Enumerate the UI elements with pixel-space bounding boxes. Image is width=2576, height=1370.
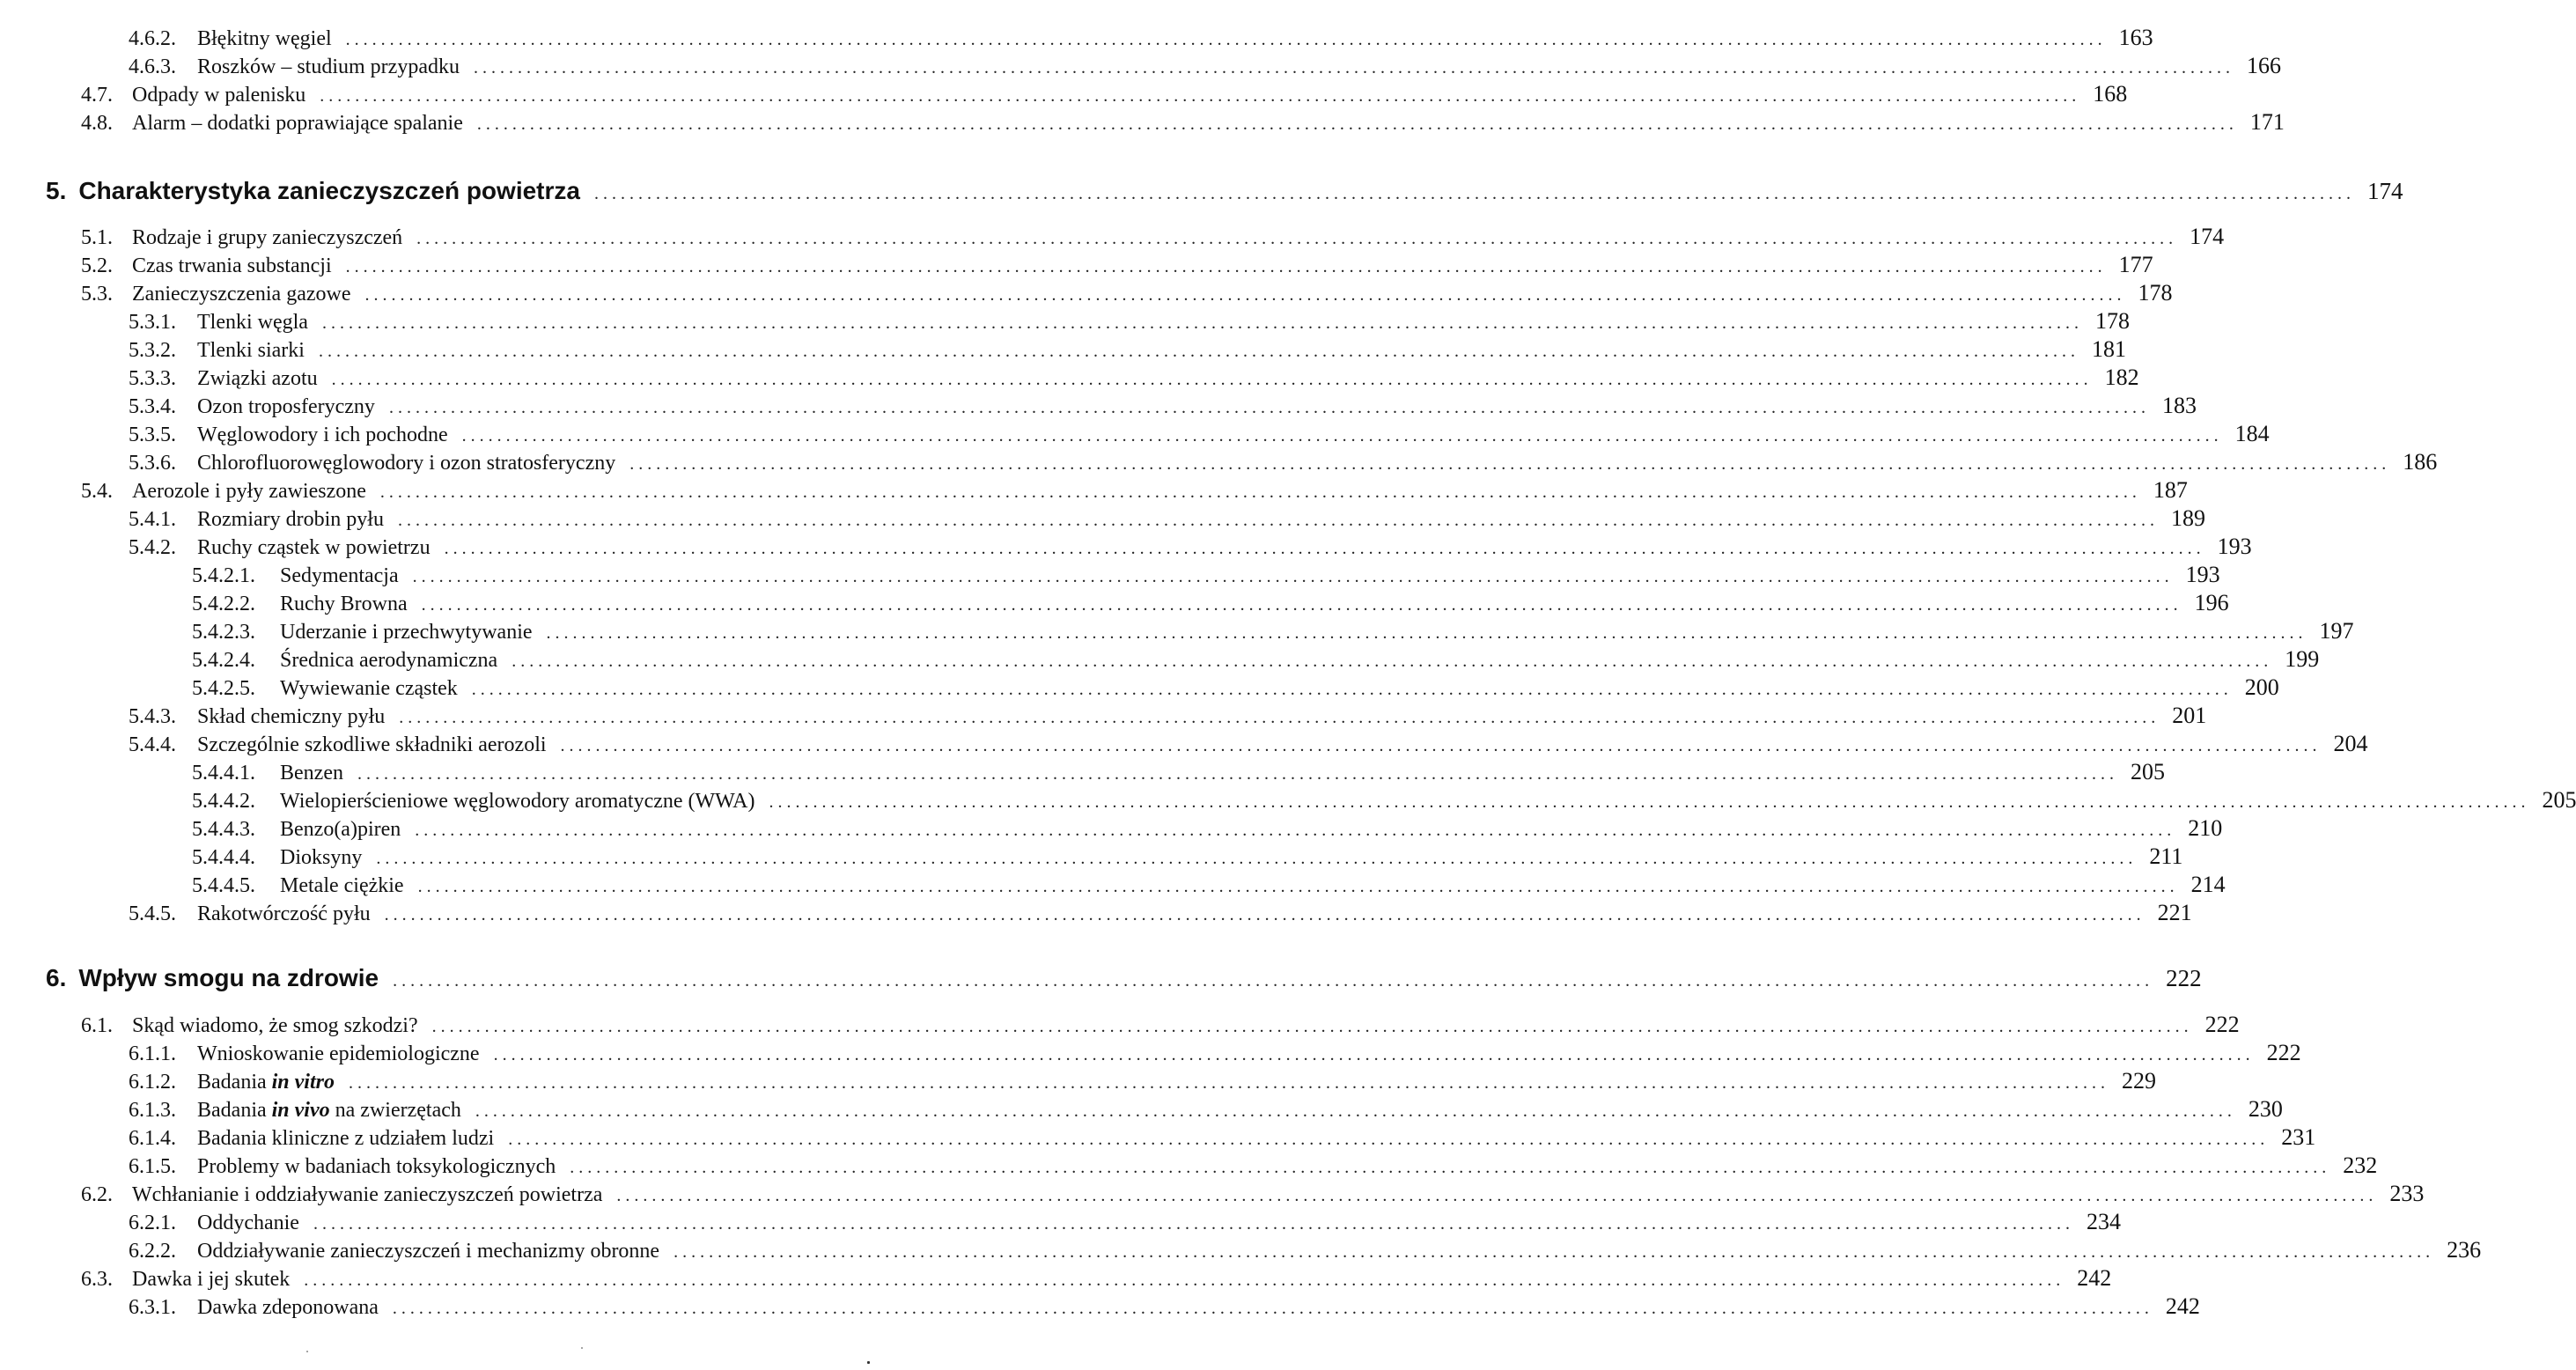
page-number: 197: [2319, 618, 2354, 644]
entry-title: [197, 536, 431, 560]
entry-number: 5.2.: [81, 254, 113, 277]
toc-entry: [0, 562, 2220, 592]
entry-title: [280, 593, 408, 616]
toc-entry: [0, 787, 2576, 817]
entry-number: 6.2.2.: [129, 1240, 176, 1263]
toc-entry: [0, 731, 2368, 761]
entry-title-text: Czas trwania substancji: [132, 254, 332, 277]
entry-title-text: Dawka zdeponowana: [197, 1296, 379, 1319]
entry-number: 6.1.1.: [129, 1042, 176, 1065]
entry-number: 5.3.6.: [129, 452, 176, 475]
chapter-entry: [0, 964, 2202, 994]
entry-title-text: Tlenki siarki: [197, 339, 305, 362]
entry-title-text: Zanieczyszczenia gazowe: [132, 283, 351, 306]
entry-number: 6.2.: [81, 1183, 113, 1206]
entry-title: [132, 283, 351, 306]
entry-title: [78, 964, 379, 992]
page-number: 242: [2165, 1293, 2200, 1319]
dot-leader: ........................................................................................................................................................................................................: [471, 680, 2233, 699]
entry-number: 5.4.4.5.: [192, 874, 255, 897]
entry-title: [197, 452, 615, 475]
entry-title-text: Skład chemiczny pyłu: [197, 705, 386, 728]
dot-leader: ........................................................................................................................................................................................................: [304, 1271, 2065, 1290]
entry-title: [132, 84, 305, 107]
dot-leader: ........................................................................................................................................................................................................: [417, 877, 2179, 896]
entry-title-text: Benzen: [280, 762, 343, 784]
scan-speck: [306, 1351, 308, 1352]
dot-leader: ........................................................................................................................................................................................................: [421, 595, 2182, 615]
page-number: 234: [2086, 1209, 2121, 1234]
page-number: 181: [2091, 336, 2126, 362]
page-number: 184: [2234, 421, 2270, 446]
page-number: 205: [2542, 787, 2576, 813]
page-number: 204: [2333, 731, 2368, 756]
page-number: 230: [2248, 1096, 2283, 1122]
dot-leader: ........................................................................................................................................................................................................: [384, 905, 2145, 924]
dot-leader: ........................................................................................................................................................................................................: [493, 1045, 2255, 1064]
entry-number: 6.3.: [81, 1268, 113, 1291]
dot-leader: ........................................................................................................................................................................................................: [616, 1186, 2378, 1205]
page-number: 199: [2285, 646, 2320, 672]
entry-title-text: Alarm – dodatki poprawiające spalanie: [132, 112, 463, 135]
toc-entry: [0, 280, 2173, 310]
entry-number: 5.4.2.3.: [192, 621, 255, 644]
entry-title-text: Skąd wiadomo, że smog szkodzi?: [132, 1014, 418, 1037]
toc-entry: [0, 900, 2192, 930]
entry-title-text: Problemy w badaniach toksykologicznych: [197, 1155, 556, 1178]
entry-number: 6.1.4.: [129, 1127, 176, 1150]
dot-leader: ........................................................................................................................................................................................................: [393, 971, 2154, 991]
entry-number: 5.4.4.2.: [192, 790, 255, 813]
entry-title-text: Dawka i jej skutek: [132, 1268, 291, 1291]
toc-entry: [0, 109, 2285, 139]
entry-title: [197, 1212, 299, 1235]
page-number: 193: [2185, 562, 2220, 587]
entry-title: [197, 339, 305, 363]
toc-entry: [0, 815, 2223, 845]
entry-title: [197, 424, 448, 447]
page-number: 174: [2190, 224, 2225, 249]
entry-title: [132, 1268, 290, 1292]
page-number: 196: [2194, 590, 2229, 615]
page-number: 186: [2403, 449, 2438, 475]
dot-leader: ........................................................................................................................................................................................................: [313, 1214, 2074, 1234]
entry-title-text: Badania: [197, 1099, 272, 1122]
entry-title-text: Ruchy Browna: [280, 593, 408, 615]
entry-title: [197, 705, 385, 729]
scan-speck: [867, 1361, 870, 1364]
dot-leader: ........................................................................................................................................................................................................: [318, 342, 2079, 361]
page-number: 182: [2104, 365, 2139, 390]
dot-leader: ........................................................................................................................................................................................................: [508, 1130, 2270, 1149]
page-number: 233: [2389, 1181, 2425, 1206]
toc-entry: [0, 1293, 2200, 1323]
entry-title-text: Ozon troposferyczny: [197, 395, 375, 418]
toc-entry: [0, 646, 2320, 676]
entry-title: [197, 1240, 659, 1263]
entry-title: [280, 649, 497, 673]
page-number: 232: [2343, 1153, 2378, 1178]
dot-leader: ........................................................................................................................................................................................................: [512, 652, 2273, 671]
page-number: 229: [2121, 1068, 2156, 1094]
entry-title: [132, 112, 463, 136]
toc-entry: [0, 449, 2438, 479]
dot-leader: ........................................................................................................................................................................................................: [397, 511, 2159, 530]
toc-entry: [0, 1012, 2240, 1042]
entry-number: 5.3.2.: [129, 339, 176, 362]
toc-entry: [0, 1181, 2425, 1211]
dot-leader: ........................................................................................................................................................................................................: [412, 567, 2174, 586]
entry-title: [280, 846, 362, 870]
dot-leader: ........................................................................................................................................................................................................: [320, 86, 2081, 106]
entry-title: [197, 55, 460, 79]
entry-title-text: Badania kliniczne z udziałem ludzi: [197, 1127, 495, 1150]
entry-number: 5.3.1.: [129, 311, 176, 334]
dot-leader: ........................................................................................................................................................................................................: [376, 849, 2138, 868]
entry-title: [132, 1014, 418, 1038]
dot-leader: ........................................................................................................................................................................................................: [629, 454, 2391, 474]
dot-leader: ........................................................................................................................................................................................................: [379, 482, 2141, 502]
toc-entry: [0, 252, 2153, 282]
page-number: 201: [2172, 703, 2207, 728]
dot-leader: ........................................................................................................................................................................................................: [331, 370, 2093, 389]
dot-leader: ........................................................................................................................................................................................................: [416, 229, 2178, 248]
entry-title: [280, 762, 343, 785]
page-number: 171: [2249, 109, 2285, 135]
chapter-entry: [0, 177, 2403, 207]
toc-entry: [0, 393, 2197, 423]
page-number: 177: [2118, 252, 2153, 277]
entry-title: [197, 902, 371, 926]
entry-number: 6.: [46, 964, 67, 991]
entry-number: 4.8.: [81, 112, 113, 135]
dot-leader: ........................................................................................................................................................................................................: [769, 792, 2530, 812]
entry-title-text: Oddychanie: [197, 1212, 299, 1234]
dot-leader: ........................................................................................................................................................................................................: [415, 821, 2176, 840]
page-number: 166: [2246, 53, 2281, 78]
entry-number: 5.4.4.3.: [192, 818, 255, 841]
entry-title-text: Związki azotu: [197, 367, 318, 390]
toc-entry: [0, 308, 2130, 338]
page-number: 178: [2138, 280, 2173, 306]
entry-title: [132, 254, 332, 278]
entry-title: [197, 1071, 335, 1094]
dot-leader: ........................................................................................................................................................................................................: [475, 1101, 2236, 1121]
entry-number: 5.4.2.5.: [192, 677, 255, 700]
page-number: 222: [2166, 965, 2202, 991]
entry-title: [280, 564, 399, 588]
toc-entry: [0, 224, 2225, 254]
entry-title-text: Rakotwórczość pyłu: [197, 902, 371, 925]
entry-title: [280, 790, 754, 814]
entry-title-text: Odpady w palenisku: [132, 84, 306, 107]
entry-title-text: Oddziaływanie zanieczyszczeń i mechanizmy obronne: [197, 1240, 660, 1263]
entry-number: 5.4.4.1.: [192, 762, 255, 784]
dot-leader: ........................................................................................................................................................................................................: [399, 708, 2160, 727]
entry-number: 5.3.3.: [129, 367, 176, 390]
page-number: 200: [2244, 674, 2279, 700]
entry-title-text: Węglowodory i ich pochodne: [197, 424, 448, 446]
toc-entry: [0, 1068, 2156, 1098]
entry-title: [78, 177, 580, 205]
toc-entry: [0, 759, 2165, 789]
page-number: 222: [2266, 1040, 2301, 1065]
dot-leader: ........................................................................................................................................................................................................: [444, 539, 2205, 558]
entry-number: 6.1.: [81, 1014, 113, 1037]
entry-title-text: Roszków – studium przypadku: [197, 55, 460, 78]
dot-leader: ........................................................................................................................................................................................................: [348, 1073, 2109, 1093]
entry-number: 5.3.4.: [129, 395, 176, 418]
entry-title-text: Uderzanie i przechwytywanie: [280, 621, 533, 644]
entry-title: [197, 27, 332, 51]
dot-leader: ........................................................................................................................................................................................................: [593, 184, 2355, 203]
page-number: 187: [2153, 477, 2188, 503]
entry-number: 6.3.1.: [129, 1296, 176, 1319]
toc-entry: [0, 1237, 2482, 1267]
entry-title-text: Średnica aerodynamiczna: [280, 649, 498, 672]
entry-title-text: Metale ciężkie: [280, 874, 404, 897]
entry-number: 6.1.2.: [129, 1071, 176, 1094]
dot-leader: ........................................................................................................................................................................................................: [392, 1299, 2153, 1318]
entry-number: 5.3.5.: [129, 424, 176, 446]
entry-title: [197, 367, 318, 391]
toc-entry: [0, 1209, 2121, 1239]
toc-entry: [0, 1124, 2316, 1154]
page-number: 211: [2149, 843, 2183, 869]
entry-title-text: Szczególnie szkodliwe składniki aerozoli: [197, 733, 547, 756]
entry-number: 5.4.2.: [129, 536, 176, 559]
entry-title: [132, 1183, 602, 1207]
toc-entry: [0, 590, 2229, 620]
entry-title-italic: in vivo: [271, 1099, 330, 1122]
entry-title-text: Aerozole i pyły zawieszone: [132, 480, 366, 503]
toc-entry: [0, 1153, 2378, 1182]
toc-entry: [0, 505, 2205, 535]
entry-title: [132, 226, 402, 250]
page-number: 183: [2161, 393, 2197, 418]
entry-title: [280, 621, 533, 644]
entry-number: 5.4.: [81, 480, 113, 503]
entry-number: 5.: [46, 177, 67, 204]
entry-title: [197, 508, 384, 532]
toc-entry: [0, 703, 2207, 733]
entry-title-italic: in vitro: [271, 1071, 335, 1094]
entry-title: [280, 818, 401, 842]
entry-number: 4.7.: [81, 84, 113, 107]
dot-leader: ........................................................................................................................................................................................................: [345, 30, 2107, 49]
entry-title-text: Charakterystyka zanieczyszczeń powietrza: [78, 177, 580, 204]
dot-leader: ........................................................................................................................................................................................................: [345, 257, 2107, 276]
toc-entry: [0, 53, 2281, 83]
entry-title: [197, 733, 547, 757]
entry-title: [197, 311, 308, 335]
page-number: 205: [2130, 759, 2165, 784]
toc-entry: [0, 336, 2126, 366]
entry-title-text: Dioksyny: [280, 846, 363, 869]
dot-leader: ........................................................................................................................................................................................................: [476, 114, 2238, 134]
entry-title: [132, 480, 366, 504]
entry-title: [197, 1127, 494, 1151]
page-number: 242: [2077, 1265, 2112, 1291]
entry-title-text: na zwierzętach: [329, 1099, 461, 1122]
toc-entry: [0, 534, 2252, 563]
entry-title-text: Chlorofluorowęglowodory i ozon stratosferyczny: [197, 452, 616, 475]
entry-title: [280, 677, 458, 701]
dot-leader: ........................................................................................................................................................................................................: [560, 736, 2322, 755]
toc-entry: [0, 872, 2226, 902]
toc-entry: [0, 618, 2354, 648]
entry-title-text: Wielopierścieniowe węglowodory aromatyczne (WWA): [280, 790, 755, 813]
dot-leader: ........................................................................................................................................................................................................: [364, 285, 2126, 305]
entry-title: [197, 395, 375, 419]
page-number: 221: [2157, 900, 2192, 925]
entry-title-text: Ruchy cząstek w powietrzu: [197, 536, 431, 559]
dot-leader: ........................................................................................................................................................................................................: [570, 1158, 2331, 1177]
toc-entry: [0, 843, 2183, 873]
entry-number: 6.1.5.: [129, 1155, 176, 1178]
entry-number: 6.1.3.: [129, 1099, 176, 1122]
dot-leader: ........................................................................................................................................................................................................: [461, 426, 2223, 446]
entry-number: 5.3.: [81, 283, 113, 306]
entry-title-text: Badania: [197, 1071, 272, 1094]
entry-title-text: Rodzaje i grupy zanieczyszczeń: [132, 226, 403, 249]
entry-title-text: Wchłanianie i oddziaływanie zanieczyszczeń powietrza: [132, 1183, 603, 1206]
entry-title-text: Tlenki węgla: [197, 311, 308, 334]
entry-title-text: Benzo(a)piren: [280, 818, 401, 841]
toc-entry: [0, 1096, 2283, 1126]
page-number: 210: [2188, 815, 2223, 841]
entry-title-text: Wywiewanie cząstek: [280, 677, 458, 700]
dot-leader: ........................................................................................................................................................................................................: [431, 1017, 2193, 1036]
dot-leader: ........................................................................................................................................................................................................: [388, 398, 2150, 417]
toc-entry: [0, 365, 2139, 394]
page-number: 189: [2170, 505, 2205, 531]
entry-number: 5.4.2.4.: [192, 649, 255, 672]
toc-entry: [0, 1040, 2301, 1070]
entry-title-text: Rozmiary drobin pyłu: [197, 508, 384, 531]
scan-speck: [581, 1347, 583, 1349]
page-number: 174: [2366, 178, 2403, 204]
entry-title-text: Wpływ smogu na zdrowie: [78, 964, 379, 991]
entry-number: 5.4.4.: [129, 733, 176, 756]
entry-number: 5.4.1.: [129, 508, 176, 531]
page-number: 236: [2447, 1237, 2482, 1263]
page-number: 222: [2204, 1012, 2240, 1037]
dot-leader: ........................................................................................................................................................................................................: [321, 313, 2083, 333]
entry-title-text: Błękitny węgiel: [197, 27, 332, 50]
page-number: 231: [2281, 1124, 2316, 1150]
entry-number: 5.4.4.4.: [192, 846, 255, 869]
toc-entry: [0, 25, 2153, 55]
page-number: 193: [2217, 534, 2252, 559]
entry-title: [197, 1042, 480, 1066]
entry-title-text: Sedymentacja: [280, 564, 399, 587]
entry-number: 4.6.2.: [129, 27, 176, 50]
entry-title: [280, 874, 404, 898]
entry-title: [197, 1296, 379, 1320]
page-number: 178: [2094, 308, 2130, 334]
dot-leader: ........................................................................................................................................................................................................: [673, 1242, 2435, 1262]
entry-number: 5.4.5.: [129, 902, 176, 925]
page-number: 214: [2190, 872, 2226, 897]
entry-number: 6.2.1.: [129, 1212, 176, 1234]
entry-title-text: Wnioskowanie epidemiologiczne: [197, 1042, 480, 1065]
entry-number: 4.6.3.: [129, 55, 176, 78]
toc-entry: [0, 421, 2270, 451]
page-number: 168: [2093, 81, 2128, 107]
entry-title: [197, 1155, 556, 1179]
toc-entry: [0, 1265, 2112, 1295]
dot-leader: ........................................................................................................................................................................................................: [357, 764, 2118, 784]
toc-entry: [0, 477, 2188, 507]
toc-entry: [0, 81, 2128, 111]
entry-title: [197, 1099, 461, 1123]
page-number: 163: [2118, 25, 2153, 50]
dot-leader: ........................................................................................................................................................................................................: [546, 623, 2307, 643]
toc-entry: [0, 674, 2279, 704]
dot-leader: ........................................................................................................................................................................................................: [473, 58, 2234, 77]
entry-number: 5.4.2.2.: [192, 593, 255, 615]
entry-number: 5.1.: [81, 226, 113, 249]
entry-number: 5.4.2.1.: [192, 564, 255, 587]
entry-number: 5.4.3.: [129, 705, 176, 728]
